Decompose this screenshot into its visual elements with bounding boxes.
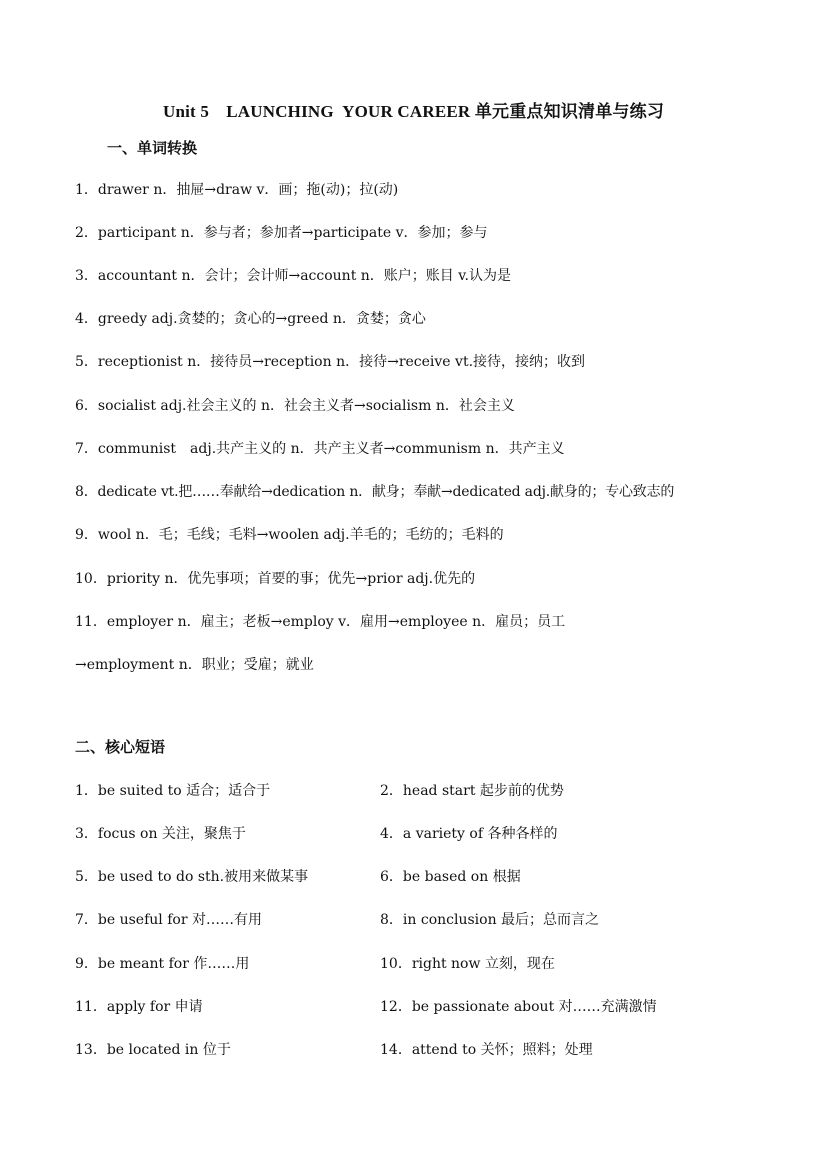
phrase-item: 7．be useful for 对……有用 [75, 912, 262, 928]
phrase-item: 2．head start 起步前的优势 [380, 783, 564, 799]
phrase-item: 14．attend to 关怀；照料；处理 [380, 1042, 593, 1058]
phrase-item: 10．right now 立刻，现在 [380, 956, 555, 972]
phrase-item: 11．apply for 申请 [75, 999, 203, 1015]
list-item: 3．accountant n．会计；会计师→account n．账户；账目 v.认为是 [75, 268, 511, 284]
list-item: 7．communist adj.共产主义的 n．共产主义者→communism n．共产主义 [75, 441, 565, 457]
phrase-item: 4．a variety of 各种各样的 [380, 826, 558, 842]
phrase-item: 3．focus on 关注，聚焦于 [75, 826, 246, 842]
document-title: Unit 5 LAUNCHING YOUR CAREER 单元重点知识清单与练习 [162, 102, 665, 121]
list-item: 8．dedicate vt.把……奉献给→dedication n．献身；奉献→dedicated adj.献身的；专心致志的 [75, 484, 675, 500]
list-item: 4．greedy adj.贪婪的；贪心的→greed n．贪婪；贪心 [75, 311, 426, 327]
list-item: 5．receptionist n．接待员→reception n．接待→receive vt.接待，接纳；收到 [75, 354, 586, 370]
list-item: 2．participant n．参与者；参加者→participate v．参加；参与 [75, 225, 488, 241]
phrase-item: 12．be passionate about 对……充满激情 [380, 999, 657, 1015]
list-item: 11．employer n．雇主；老板→employ v．雇用→employee n．雇员；员工 [75, 614, 566, 630]
phrase-item: 9．be meant for 作……用 [75, 956, 250, 972]
phrase-item: 5．be used to do sth.被用来做某事 [75, 869, 309, 885]
section-heading-word-conversion: 一、单词转换 [107, 139, 198, 157]
list-item: 1．drawer n．抽屉→draw v．画；拖(动)；拉(动) [75, 182, 399, 198]
phrase-item: 6．be based on 根据 [380, 869, 521, 885]
list-item-continuation: →employment n．职业；受雇；就业 [75, 657, 314, 673]
section-heading-core-phrases: 二、核心短语 [75, 738, 166, 756]
list-item: 10．priority n．优先事项；首要的事；优先→prior adj.优先的 [75, 571, 476, 587]
phrase-item: 8．in conclusion 最后；总而言之 [380, 912, 600, 928]
phrase-item: 13．be located in 位于 [75, 1042, 231, 1058]
list-item: 9．wool n．毛；毛线；毛料→woolen adj.羊毛的；毛纺的；毛料的 [75, 527, 504, 543]
list-item: 6．socialist adj.社会主义的 n．社会主义者→socialism n．社会主义 [75, 398, 515, 414]
phrase-item: 1．be suited to 适合；适合于 [75, 783, 271, 799]
